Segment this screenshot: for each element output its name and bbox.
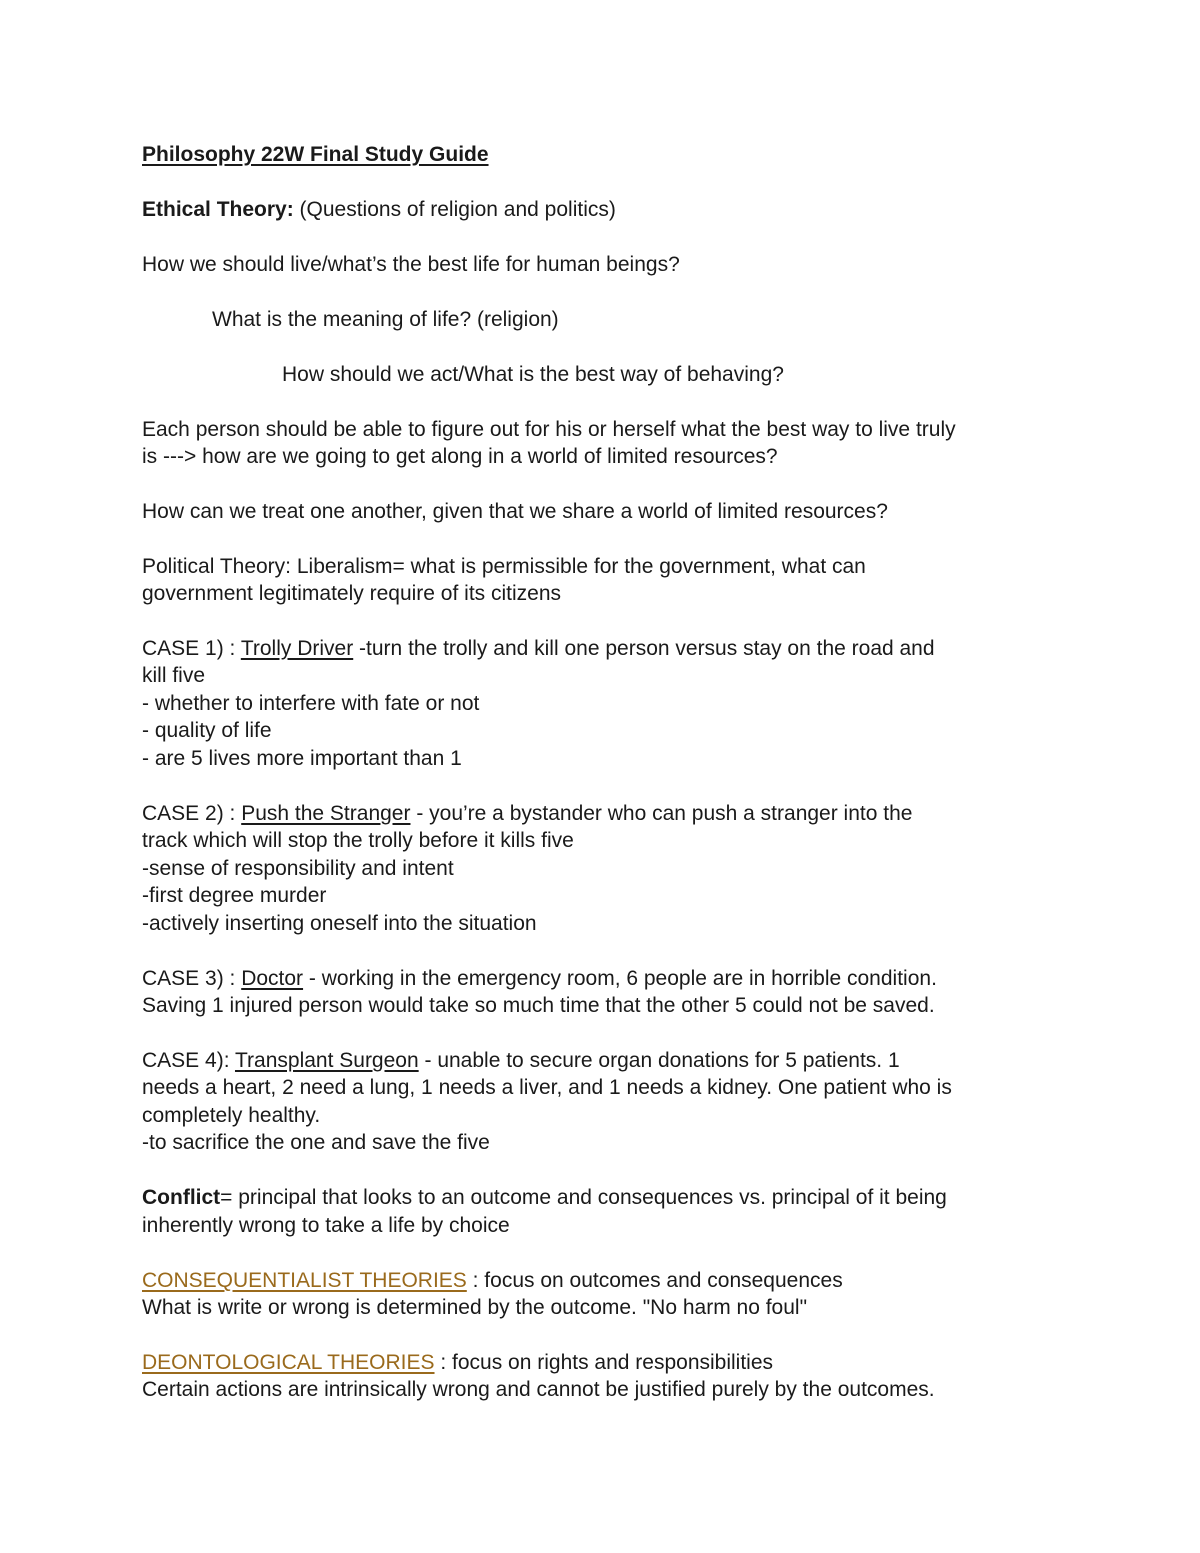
case-1-bullet: - are 5 lives more important than 1 (142, 747, 462, 770)
deontological-theories-link[interactable]: DEONTOLOGICAL THEORIES (142, 1351, 435, 1374)
deontological-line (142, 1349, 773, 1377)
case-3-heading (142, 965, 937, 993)
case-2-name: Push the Stranger (241, 802, 411, 825)
question-best-life: How we should live/what’s the best life for human beings? (142, 253, 680, 276)
political-theory-line: government legitimately require of its citizens (142, 582, 562, 605)
case-2-bullet: -first degree murder (142, 884, 327, 907)
case-1-heading (142, 635, 935, 663)
page-title: Philosophy 22W Final Study Guide (142, 143, 489, 166)
question-treat-one-another: How can we treat one another, given that we share a world of limited resources? (142, 500, 888, 523)
case-4-description: - unable to secure organ donations for 5 patients. 1 (418, 1049, 900, 1072)
ethical-theory-label: Ethical Theory: (142, 198, 294, 221)
case-2-description: - you’re a bystander who can push a stranger into the (410, 802, 913, 825)
paragraph-line: is ---> how are we going to get along in a world of limited resources? (142, 445, 778, 468)
case-1-bullet: - quality of life (142, 719, 272, 742)
conflict-continuation: inherently wrong to take a life by choice (142, 1214, 510, 1237)
case-2-bullet: -actively inserting oneself into the situation (142, 912, 537, 935)
case-3-description: - working in the emergency room, 6 people are in horrible condition. (303, 967, 937, 990)
case-1-continuation: kill five (142, 664, 206, 687)
case-4-continuation: completely healthy. (142, 1104, 321, 1127)
case-1-prefix: CASE 1) : (142, 637, 241, 660)
case-4-continuation: needs a heart, 2 need a lung, 1 needs a liver, and 1 needs a kidney. One patient who is (142, 1076, 952, 1099)
case-2-heading (142, 800, 912, 828)
paragraph-line: Each person should be able to figure out for his or herself what the best way to live truly (142, 418, 956, 441)
deontological-description: : focus on rights and responsibilities (434, 1351, 774, 1374)
ethical-theory-line (142, 196, 616, 224)
case-4-name: Transplant Surgeon (234, 1049, 419, 1072)
ethical-theory-text: (Questions of religion and politics) (293, 198, 616, 221)
political-theory-line: Political Theory: Liberalism= what is permissible for the government, what can (142, 555, 866, 578)
consequentialist-continuation: What is write or wrong is determined by the outcome. "No harm no foul" (142, 1296, 808, 1319)
consequentialist-theories-link[interactable]: CONSEQUENTIALIST THEORIES (142, 1269, 467, 1292)
case-4-heading (142, 1047, 900, 1075)
consequentialist-line (142, 1267, 843, 1295)
conflict-line (142, 1184, 947, 1212)
conflict-text: = principal that looks to an outcome and consequences vs. principal of it being (220, 1186, 947, 1209)
case-3-prefix: CASE 3) : (142, 967, 242, 990)
case-2-continuation: track which will stop the trolly before it kills five (142, 829, 574, 852)
case-2-prefix: CASE 2) : (142, 802, 242, 825)
case-1-description: -turn the trolly and kill one person versus stay on the road and (353, 637, 935, 660)
case-1-name: Trolly Driver (240, 637, 354, 660)
case-4-prefix: CASE 4): (142, 1049, 235, 1072)
deontological-continuation: Certain actions are intrinsically wrong and cannot be justified purely by the outcomes. (142, 1378, 935, 1401)
case-3-name: Doctor (241, 967, 304, 990)
case-2-bullet: -sense of responsibility and intent (142, 857, 454, 880)
conflict-label: Conflict (142, 1186, 221, 1209)
case-4-bullet: -to sacrifice the one and save the five (142, 1131, 490, 1154)
question-meaning-of-life: What is the meaning of life? (religion) (212, 308, 559, 331)
question-how-to-act: How should we act/What is the best way of behaving? (282, 363, 784, 386)
consequentialist-description: : focus on outcomes and consequences (466, 1269, 843, 1292)
case-1-bullet: - whether to interfere with fate or not (142, 692, 480, 715)
case-3-continuation: Saving 1 injured person would take so much time that the other 5 could not be saved. (142, 994, 935, 1017)
